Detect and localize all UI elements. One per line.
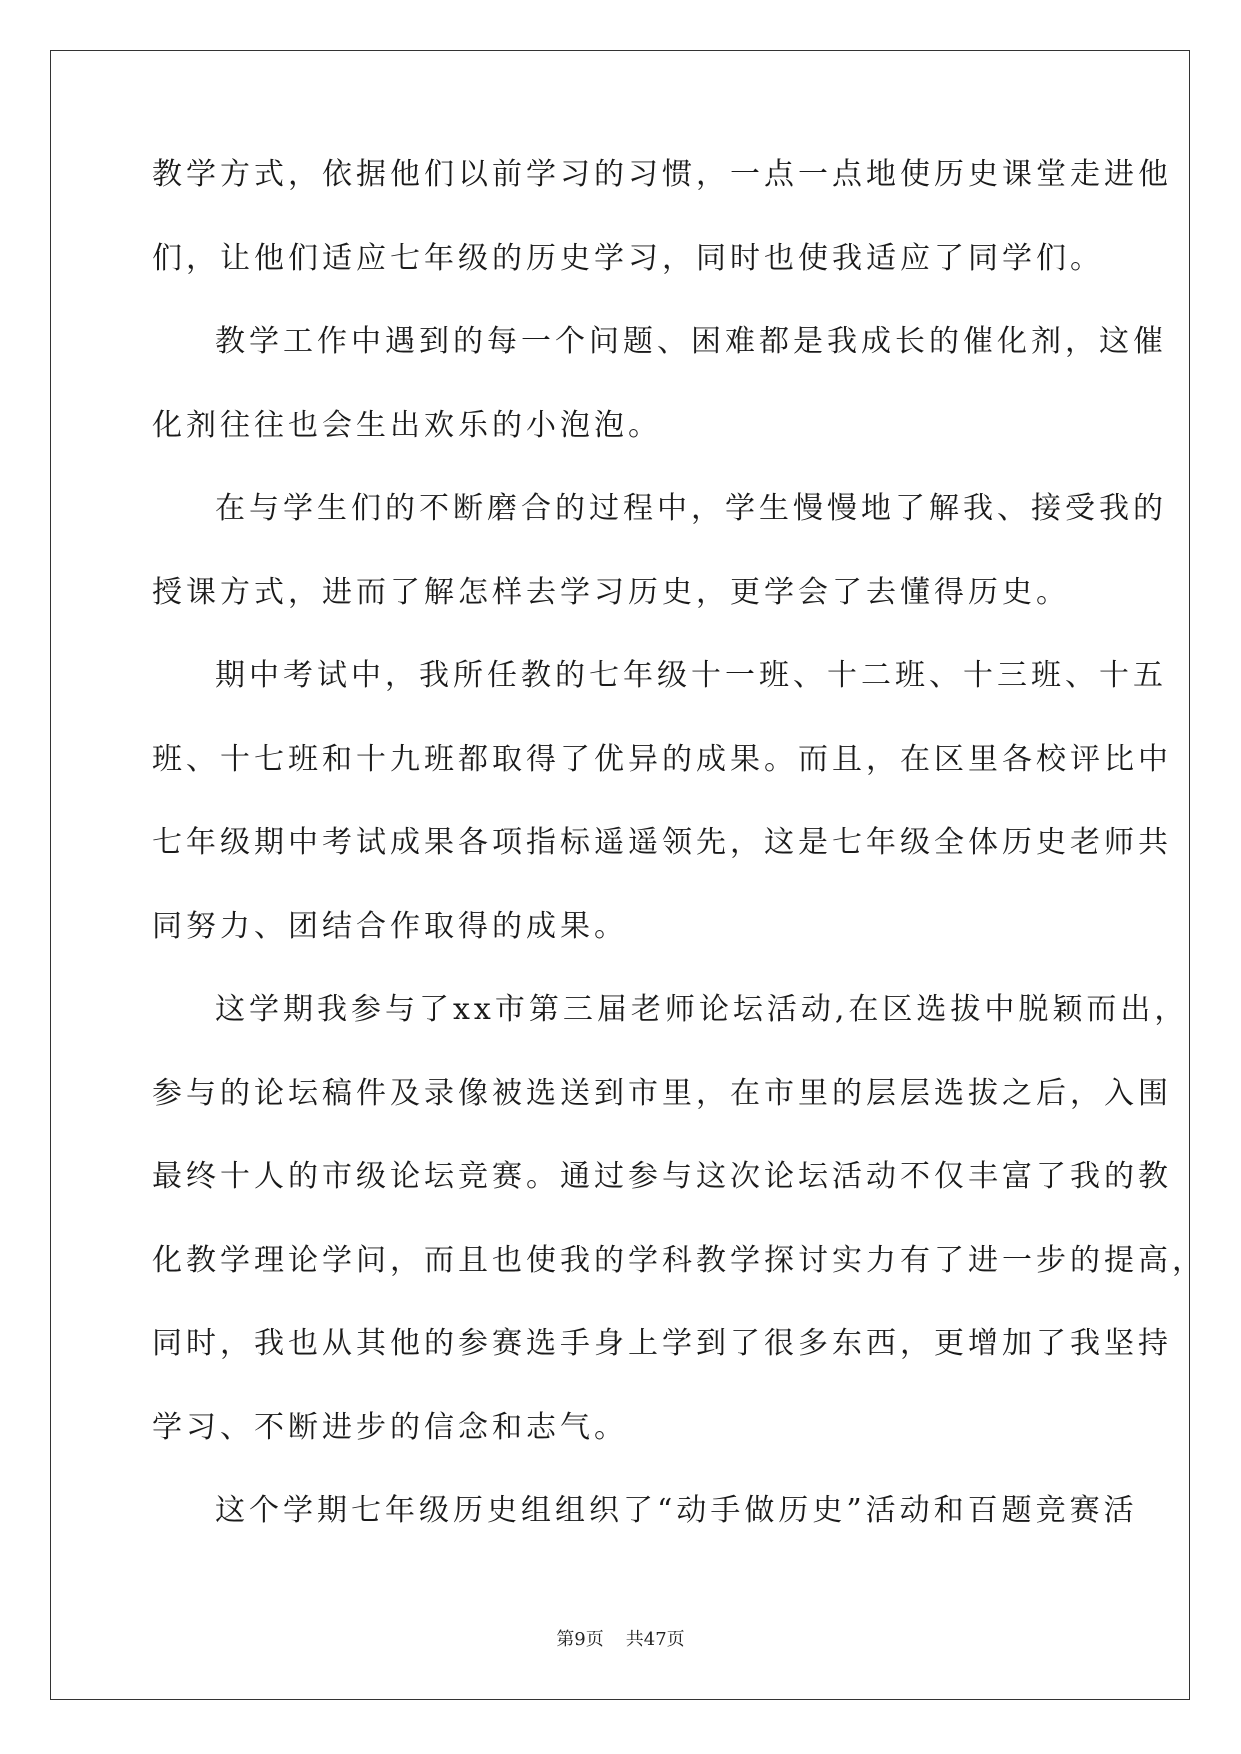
text-line: 班、十七班和十九班都取得了优异的成果。而且，在区里各校评比中 <box>152 741 1172 777</box>
document-body <box>152 157 1206 1580</box>
text-line: 学习、不断进步的信念和志气。 <box>152 1409 628 1445</box>
page-number: 第9页 <box>556 1629 604 1650</box>
text-line: 化教学理论学问，而且也使我的学科教学探讨实力有了进一步的提高， <box>152 1242 1206 1278</box>
text-line: 教学方式，依据他们以前学习的习惯，一点一点地使历史课堂走进他 <box>152 157 1172 192</box>
text-line: 化剂往往也会生出欢乐的小泡泡。 <box>152 407 662 443</box>
text-line: 最终十人的市级论坛竞赛。通过参与这次论坛活动不仅丰富了我的教 <box>152 1159 1172 1194</box>
text-line: 期中考试中，我所任教的七年级十一班、十二班、十三班、十五 <box>215 658 1167 693</box>
text-line: 参与的论坛稿件及录像被选送到市里，在市里的层层选拔之后，入围 <box>152 1075 1172 1111</box>
text-line: 同时，我也从其他的参赛选手身上学到了很多东西，更增加了我坚持 <box>152 1326 1172 1361</box>
text-line: 七年级期中考试成果各项指标遥遥领先，这是七年级全体历史老师共 <box>152 825 1172 860</box>
text-line: 在与学生们的不断磨合的过程中，学生慢慢地了解我、接受我的 <box>215 491 1167 526</box>
text-line: 教学工作中遇到的每一个问题、困难都是我成长的催化剂，这催 <box>215 324 1167 359</box>
page-total: 共47页 <box>625 1629 685 1650</box>
text-line: 们，让他们适应七年级的历史学习，同时也使我适应了同学们。 <box>152 240 1104 276</box>
text-line: 同努力、团结合作取得的成果。 <box>152 908 628 944</box>
text-line: 这个学期七年级历史组组织了“动手做历史”活动和百题竞赛活 <box>215 1493 1138 1528</box>
page-footer <box>0 1630 1241 1650</box>
text-line: 这学期我参与了xx市第三届老师论坛活动,在区选拔中脱颖而出， <box>215 992 1189 1027</box>
text-line: 授课方式，进而了解怎样去学习历史，更学会了去懂得历史。 <box>152 574 1070 610</box>
